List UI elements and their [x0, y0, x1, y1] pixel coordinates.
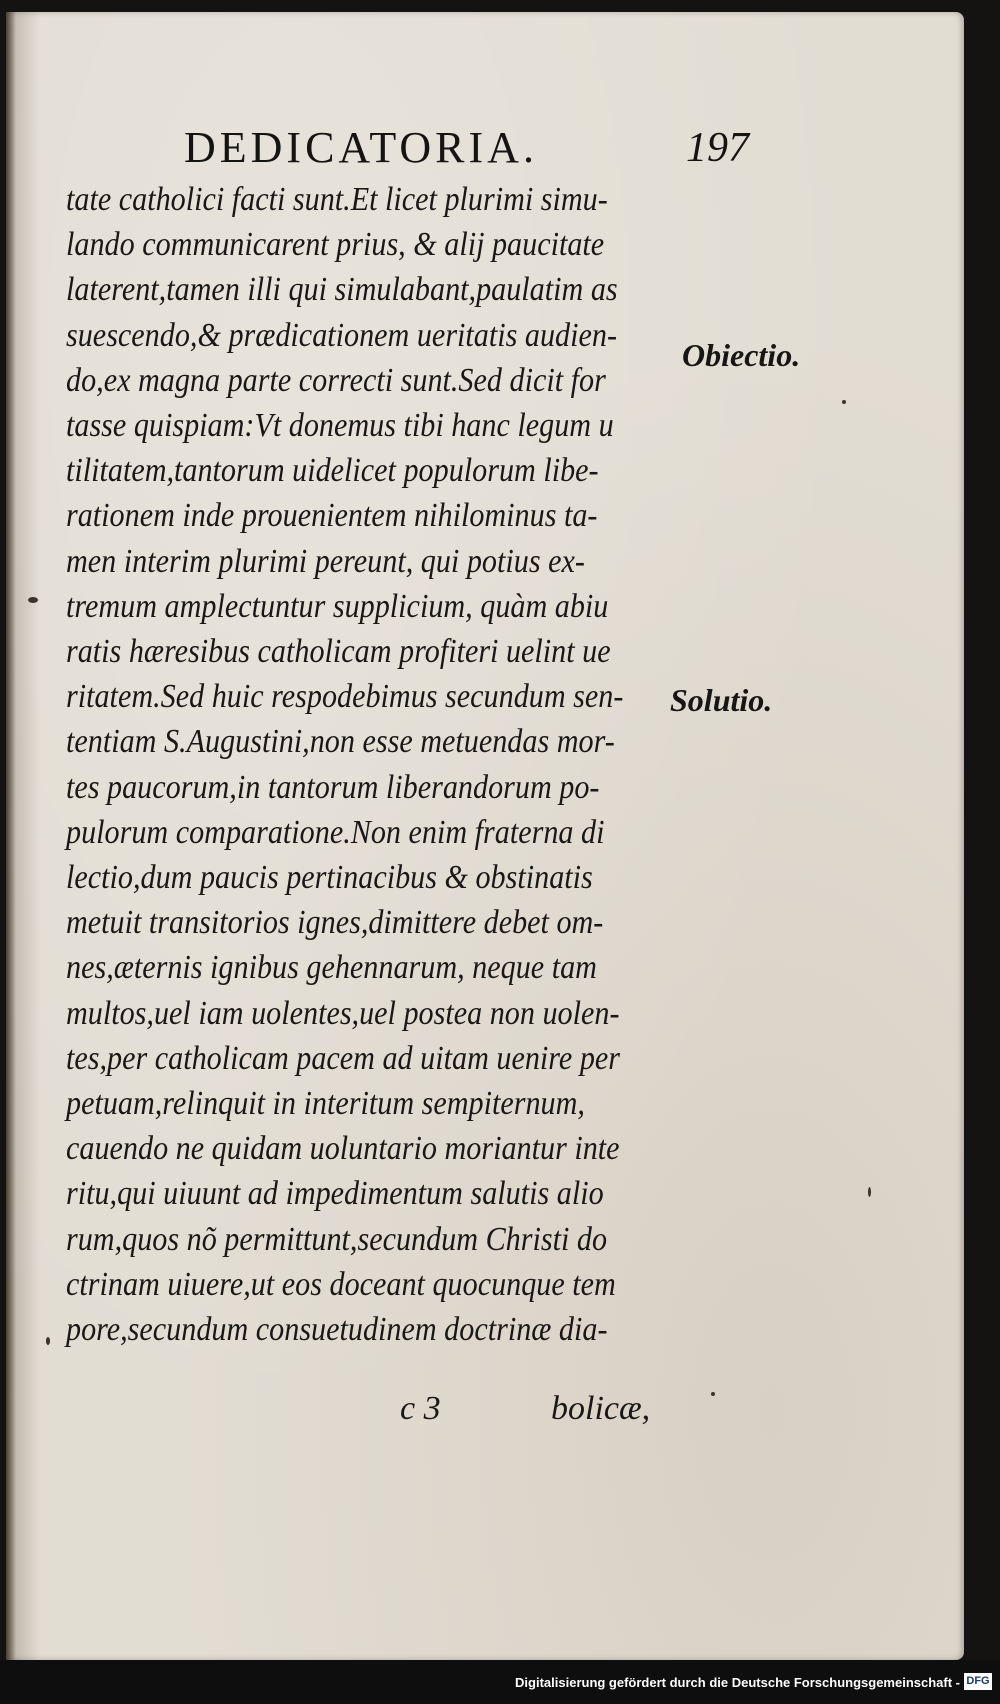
running-title: DEDICATORIA.	[184, 123, 538, 172]
signature-mark: c 3	[400, 1390, 441, 1427]
text-line: petuam,relinquit in interitum sempiternum,	[66, 1085, 585, 1123]
digitization-credit: Digitalisierung gefördert durch die Deutsche Forschungsgemeinschaft -	[515, 1675, 960, 1690]
text-line: suescendo,& prædicationem ueritatis audien-	[66, 316, 618, 354]
page-gutter-shadow	[6, 12, 16, 1660]
text-line: nes,æternis ignibus gehennarum, neque tam	[66, 949, 597, 987]
text-line: lectio,dum paucis pertinacibus & obstinatis	[66, 859, 593, 897]
text-line: tentiam S.Augustini,non esse metuendas mor-	[66, 723, 615, 761]
text-line: pulorum comparatione.Non enim fraterna di	[66, 813, 605, 851]
text-line: ritu,qui uiuunt ad impedimentum salutis alio	[66, 1175, 604, 1213]
dfg-logo-badge: DFG	[964, 1673, 992, 1690]
book-page	[6, 12, 964, 1660]
ink-speck	[868, 1187, 871, 1197]
ink-speck	[46, 1337, 50, 1345]
catchword: bolicæ,	[551, 1390, 651, 1427]
marginal-note-objection: Obiectio.	[682, 337, 801, 373]
text-line: ratis hæresibus catholicam profiteri uelint ue	[66, 633, 611, 671]
ink-speck	[711, 1392, 715, 1396]
text-line: ritatem.Sed huic respodebimus secundum sen-	[66, 678, 624, 716]
text-line: lando communicarent prius, & alij paucitate	[66, 226, 605, 264]
text-line: cauendo ne quidam uoluntario moriantur inte	[66, 1130, 620, 1168]
marginal-note-solution: Solutio.	[670, 682, 773, 718]
text-line: tes paucorum,in tantorum liberandorum po-	[66, 768, 600, 806]
text-line: pore,secundum consuetudinem doctrinæ dia-	[66, 1311, 608, 1349]
text-line: laterent,tamen illi qui simulabant,paulatim as	[66, 271, 618, 309]
text-line: metuit transitorios ignes,dimittere debet om-	[66, 904, 604, 942]
text-line: tasse quispiam:Vt donemus tibi hanc legum u	[66, 407, 614, 445]
text-line: men interim plurimi pereunt, qui potius ex-	[66, 542, 585, 580]
text-line: rum,quos nõ permittunt,secundum Christi do	[66, 1220, 608, 1258]
text-line: rationem inde prouenientem nihilominus ta-	[66, 497, 598, 535]
ink-speck	[842, 400, 846, 404]
text-line: do,ex magna parte correcti sunt.Sed dicit for	[66, 361, 606, 399]
text-line: tate catholici facti sunt.Et licet plurimi simu-	[66, 181, 608, 218]
text-line: tes,per catholicam pacem ad uitam uenire per	[66, 1039, 621, 1077]
ink-speck	[28, 597, 38, 603]
text-line: multos,uel iam uolentes,uel postea non uolen-	[66, 994, 620, 1032]
text-line: tilitatem,tantorum uidelicet populorum libe-	[66, 452, 599, 490]
page-number: 197	[686, 125, 749, 171]
body-text-block	[66, 177, 746, 1352]
text-line: ctrinam uiuere,ut eos doceant quocunque tem	[66, 1265, 616, 1303]
text-line: tremum amplectuntur supplicium, quàm abiu	[66, 587, 609, 625]
